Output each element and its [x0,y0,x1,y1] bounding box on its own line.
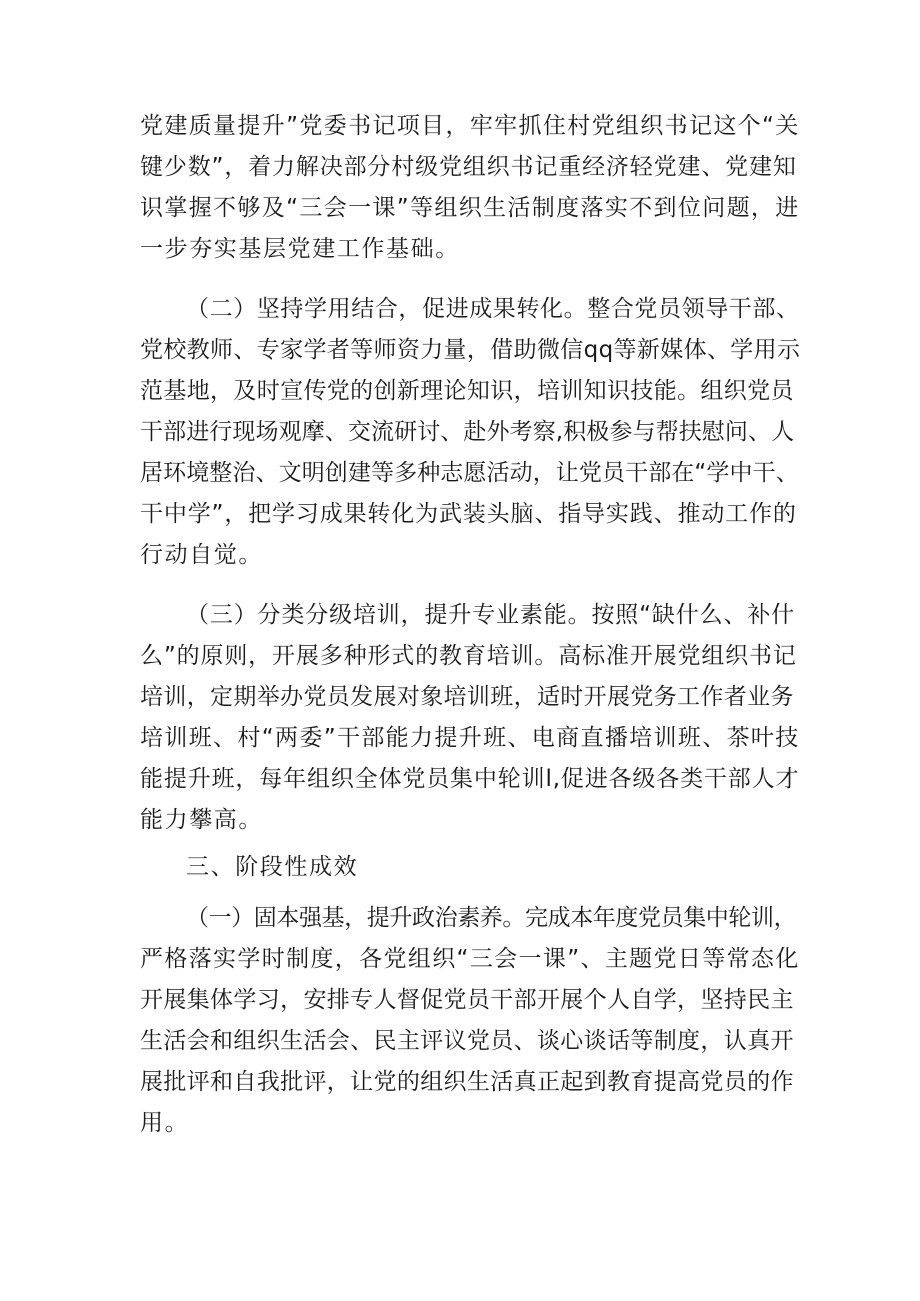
text-line: 么”的原则，开展多种形式的教育培训。高标准开展党组织书记 [140,643,797,669]
section-heading-stage-results [140,847,800,888]
text-line: 党建质量提升”党委书记项目，牢牢抓住村党组织书记这个“关 [140,113,800,139]
text-line: 展批评和自我批评，让党的组织生活真正起到教育提高党员的作 [140,1069,794,1095]
paragraph-consolidate-foundation [140,898,800,1144]
text-line: （一）固本强基，提升政治素养。完成本年度党员集中轮训， [186,905,797,931]
text-line: 培训，定期举办党员发展对象培训班，适时开展党务工作者业务 [140,684,794,710]
text-line: 范基地，及时宣传党的创新理论知识，培训知识技能。组织党员 [140,378,794,404]
text-line: 培训班、村“两委”干部能力提升班、电商直播培训班、茶叶技 [140,725,800,751]
text-line: 生活会和组织生活会、民主评议党员、谈心谈话等制度，认真开 [140,1028,794,1054]
text-line: 干部进行现场观摩、交流研讨、赴外考察,积极参与帮扶慰问、人 [140,419,795,445]
text-line: 一步夯实基层党建工作基础。 [140,236,460,262]
text-line: 键少数”，着力解决部分村级党组织书记重经济轻党建、党建知 [140,154,797,180]
text-line: 能力攀高。 [140,807,263,833]
text-line: 党校教师、专家学者等师资力量，借助微信qq等新媒体、学用示 [140,337,801,363]
paragraph-party-building-project [140,106,800,270]
text-line: 开展集体学习，安排专人督促党员干部开展个人自学，坚持民主 [140,987,794,1013]
text-line: （三）分类分级培训，提升专业素能。按照“缺什么、补什 [186,602,796,628]
text-line: 识掌握不够及“三会一课”等组织生活制度落实不到位问题，进 [140,195,800,221]
text-line: 严格落实学时制度，各党组织“三会一课”、主题党日等常态化 [140,946,800,972]
paragraph-classified-training [140,595,800,841]
text-line: 用。 [140,1110,190,1136]
text-line: （二）坚持学用结合，促进成果转化。整合党员领导干部、 [186,296,800,322]
text-line: 能提升班，每年组织全体党员集中轮训l,促进各级各类干部人才 [140,766,800,792]
text-line: 干中学”，把学习成果转化为武装头脑、指导实践、推动工作的 [140,501,797,527]
section-heading: 三、阶段性成效 [186,854,359,880]
text-line: 居环境整治、文明创建等多种志愿活动，让党员干部在“学中干、 [140,460,799,486]
text-line: 行动自觉。 [140,542,263,568]
paragraph-study-application [140,289,800,576]
